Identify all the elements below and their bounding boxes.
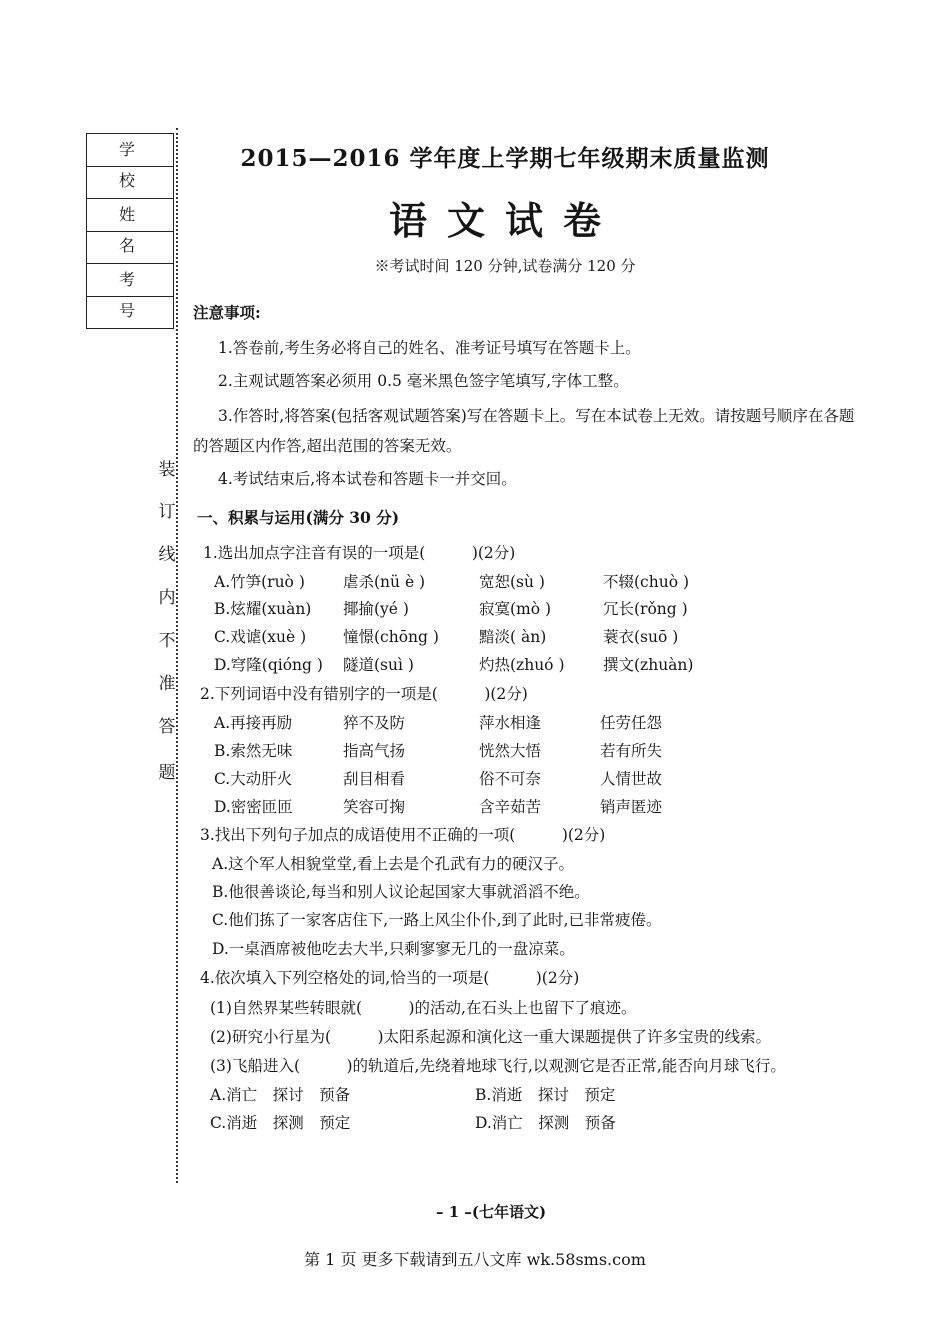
- name-label: 姓 名: [87, 199, 173, 232]
- exam-title: 2015—2016 学年度上学期七年级期末质量监测: [240, 145, 770, 172]
- q2-option: 指高气扬: [343, 742, 406, 760]
- q1-option: 黯淡( àn): [479, 628, 547, 646]
- q4-option: B.消逝 探讨 预定: [475, 1086, 616, 1104]
- q1-option: 憧憬(chōng ): [343, 628, 439, 646]
- binding-char: 答: [158, 717, 176, 737]
- q1-option: 宽恕(sù ): [479, 573, 545, 591]
- q2-option: 任劳任怨: [600, 714, 663, 732]
- school-label: 学 校: [87, 134, 173, 167]
- q1-option: 不辍(chuò ): [603, 573, 689, 591]
- q1-option: 冗长(rǒng ): [603, 600, 688, 618]
- q2-option: 猝不及防: [343, 714, 406, 732]
- q2-option: 人情世故: [600, 770, 663, 788]
- q1-option: 寂寞(mò ): [479, 600, 552, 618]
- q3-option: B.他很善谈论,每当和别人议论起国家大事就滔滔不绝。: [212, 883, 590, 901]
- exam-no-label: 考 号: [87, 264, 173, 297]
- q2-option: C.大动肝火: [214, 770, 293, 788]
- q2-option: 萍水相逢: [479, 714, 542, 732]
- notice-heading: 注意事项:: [193, 303, 261, 322]
- q2-option: B.索然无味: [214, 742, 293, 760]
- binding-char: 内: [158, 588, 176, 608]
- q2-option: 俗不可奈: [479, 770, 542, 788]
- q2-option: A.再接再励: [214, 714, 293, 732]
- binding-char: 准: [158, 674, 176, 694]
- q4-option: A.消亡 探讨 预备: [210, 1086, 351, 1104]
- q4-blank: (3)飞船进入( )的轨道后,先绕着地球飞行,以观测它是否正常,能否向月球飞行。: [210, 1057, 786, 1075]
- q1-option: C.戏谑(xuè ): [214, 628, 307, 646]
- q1-option: 虐杀(nü è ): [343, 573, 426, 591]
- q2-option: 含辛茹苦: [479, 798, 542, 816]
- notice-item: 4.考试结束后,将本试卷和答题卡一并交回。: [218, 470, 517, 488]
- q1-option: 撰文(zhuàn): [603, 656, 694, 674]
- binding-char: 装: [158, 460, 176, 480]
- notice-item: 3.作答时,将答案(包括客观试题答案)写在答题卡上。写在本试卷上无效。请按题号顺序在各题: [218, 407, 855, 425]
- q2-option: 销声匿迹: [600, 798, 663, 816]
- q1-option: A.竹笋(ruò ): [214, 573, 305, 591]
- q1-option: D.穹隆(qióng ): [214, 656, 323, 674]
- q4-option: C.消逝 探测 预定: [210, 1114, 351, 1132]
- q4-option: D.消亡 探测 预备: [475, 1114, 616, 1132]
- q2-option: 恍然大悟: [479, 742, 542, 760]
- q4-blank: (2)研究小行星为( )太阳系起源和演化这一重大课题提供了许多宝贵的线索。: [210, 1028, 772, 1046]
- q2-option: 笑容可掬: [343, 798, 406, 816]
- exam-info: ※考试时间 120 分钟,试卷满分 120 分: [374, 257, 636, 275]
- q3-option: C.他们拣了一家客店住下,一路上风尘仆仆,到了此时,已非常疲倦。: [212, 911, 662, 929]
- binding-char: 题: [158, 763, 176, 783]
- q2-option: D.密密匝匝: [214, 798, 293, 816]
- binding-char: 订: [158, 502, 176, 522]
- question-2-stem: 2.下列词语中没有错别字的一项是( )(2分): [200, 685, 528, 703]
- student-info-box: [86, 133, 174, 329]
- q1-option: 揶揄(yé ): [343, 600, 409, 618]
- subject-title: 语文试卷: [388, 198, 621, 243]
- question-3-stem: 3.找出下列句子加点的成语使用不正确的一项( )(2分): [200, 826, 606, 844]
- notice-item: 2.主观试题答案必须用 0.5 毫米黑色签字笔填写,字体工整。: [218, 372, 629, 390]
- q1-option: 隧道(suì ): [343, 656, 414, 674]
- notice-item: 1.答卷前,考生务必将自己的姓名、准考证号填写在答题卡上。: [218, 339, 641, 357]
- q1-option: 灼热(zhuó ): [479, 656, 565, 674]
- q1-option: B.炫耀(xuàn): [214, 600, 312, 618]
- question-1-stem: 1.选出加点字注音有误的一项是( )(2分): [203, 544, 516, 562]
- binding-char: 线: [158, 545, 176, 565]
- binding-char: 不: [158, 631, 176, 651]
- footer-text: 第 1 页 更多下载请到五八文库 wk.58sms.com: [304, 1250, 646, 1269]
- q1-option: 蓑衣(suō ): [603, 628, 679, 646]
- page-number: – 1 –(七年语文): [436, 1203, 547, 1221]
- binding-line: [176, 128, 178, 1183]
- q3-option: D.一桌酒席被他吃去大半,只剩寥寥无几的一盘凉菜。: [212, 940, 575, 958]
- question-4-stem: 4.依次填入下列空格处的词,恰当的一项是( )(2分): [200, 969, 580, 987]
- q3-option: A.这个军人相貌堂堂,看上去是个孔武有力的硬汉子。: [212, 855, 575, 873]
- section-heading: 一、积累与运用(满分 30 分): [197, 508, 400, 527]
- q2-option: 刮目相看: [343, 770, 406, 788]
- q4-blank: (1)自然界某些转眼就( )的活动,在石头上也留下了痕迹。: [210, 999, 637, 1017]
- notice-item: 的答题区内作答,超出范围的答案无效。: [193, 437, 462, 455]
- q2-option: 若有所失: [600, 742, 663, 760]
